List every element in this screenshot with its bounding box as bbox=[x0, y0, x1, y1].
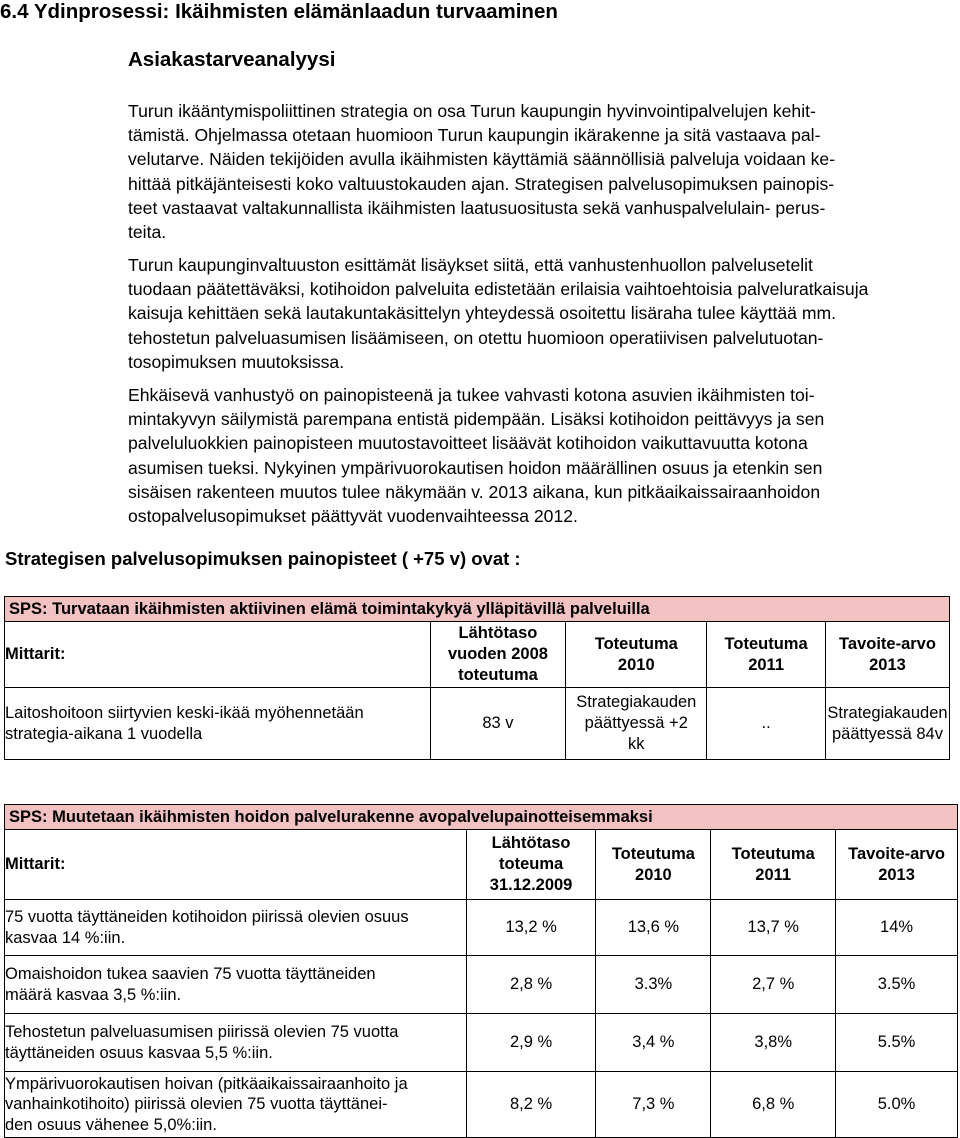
column-header-baseline: Lähtötaso vuoden 2008 toteutuma bbox=[430, 622, 566, 688]
table-row bbox=[5, 1014, 958, 1072]
cell-2011: 3,8% bbox=[711, 1014, 836, 1072]
priorities-heading: Strategisen palvelusopimuksen painopisteet ( +75 v) ovat : bbox=[5, 548, 521, 569]
table-row bbox=[5, 1072, 958, 1138]
row-label: Tehostetun palveluasumisen piirissä olevien 75 vuotta täyttäneiden osuus kasvaa 5,5 %:iin. bbox=[5, 1014, 467, 1072]
mittarit-label: Mittarit: bbox=[5, 622, 431, 688]
row-label: Laitoshoitoon siirtyvien keski-ikää myöhennetään strategia-aikana 1 vuodella bbox=[5, 688, 431, 760]
table-title-row bbox=[5, 805, 958, 830]
column-header-2010: Toteutuma 2010 bbox=[566, 622, 707, 688]
cell-target: Strategiakauden päättyessä 84v bbox=[825, 688, 949, 760]
paragraph-prevention: Ehkäisevä vanhustyö on painopisteenä ja tukee vahvasti kotona asuvien ikäihmisten toi- mintakyvyn säilymistä parempana entistä pidempään. Lisäksi kotihoidon peittävyys ja sen palveluluokkien painopisteen muutostavoitteet lisäävät kotihoidon vaikuttavuutta kotona asumisen tueksi. Nykyinen ympärivuorokautisen hoidon määrällinen osuus ja etenkin sen sisäisen rakenteen muutos tulee näkymään v. 2013 aikana, kun pitkäaikaissairaanhoidon ostopalvelusopimukset päättyvät vuodenvaihteessa 2012. bbox=[128, 385, 825, 527]
cell-2010: 7,3 % bbox=[596, 1072, 711, 1138]
table-title: SPS: Muutetaan ikäihmisten hoidon palvelurakenne avopalvelupainotteisemmaksi bbox=[5, 805, 958, 830]
row-label: Ympärivuorokautisen hoivan (pitkäaikaissairaanhoito ja vanhainkotihoito) piirissä olevien 75 vuotta täyttänei- den osuus vähenee 5,0%:iin. bbox=[5, 1072, 467, 1138]
column-header-2011: Toteutuma 2011 bbox=[707, 622, 826, 688]
section-heading: 6.4 Ydinprosessi: Ikäihmisten elämänlaadun turvaaminen bbox=[0, 0, 558, 23]
column-header-2010: Toteutuma 2010 bbox=[596, 830, 711, 900]
paragraph-council: Turun kaupunginvaltuuston esittämät lisäykset siitä, että vanhustenhuollon palvelusetelit tuodaan päätettäväksi, kotihoidon palveluita edistetään erilaisia vaihtoehtoisia palveluratkaisuja kaisuja kehittäen sekä lautakuntakäsittelyn yhteydessä osoitettu lisäraha tulee käyttää mm. tehostetun palveluasumisen lisäämiseen, on otettu huomioon operatiivisen palvelutuotan- tosopimuksen muutoksissa. bbox=[128, 255, 869, 372]
column-header-target: Tavoite-arvo 2013 bbox=[825, 622, 949, 688]
cell-baseline: 83 v bbox=[430, 688, 566, 760]
cell-2010: Strategiakauden päättyessä +2 kk bbox=[566, 688, 707, 760]
cell-2010: 3,4 % bbox=[596, 1014, 711, 1072]
table-header-row bbox=[5, 830, 958, 900]
mittarit-label: Mittarit: bbox=[5, 830, 467, 900]
cell-2011: 2,7 % bbox=[711, 956, 836, 1014]
sps-table-2 bbox=[4, 804, 958, 1138]
cell-baseline: 13,2 % bbox=[466, 900, 596, 956]
table-row bbox=[5, 688, 950, 760]
cell-2010: 13,6 % bbox=[596, 900, 711, 956]
cell-2011: 13,7 % bbox=[711, 900, 836, 956]
row-label: 75 vuotta täyttäneiden kotihoidon piirissä olevien osuus kasvaa 14 %:iin. bbox=[5, 900, 467, 956]
cell-baseline: 2,9 % bbox=[466, 1014, 596, 1072]
cell-2011: 6,8 % bbox=[711, 1072, 836, 1138]
sps-table-1 bbox=[4, 596, 950, 760]
cell-baseline: 8,2 % bbox=[466, 1072, 596, 1138]
cell-2011: .. bbox=[707, 688, 826, 760]
cell-target: 14% bbox=[836, 900, 958, 956]
table-row bbox=[5, 900, 958, 956]
column-header-baseline: Lähtötaso toteuma 31.12.2009 bbox=[466, 830, 596, 900]
cell-target: 5.0% bbox=[836, 1072, 958, 1138]
table-title: SPS: Turvataan ikäihmisten aktiivinen elämä toimintakykyä ylläpitävillä palveluilla bbox=[5, 597, 950, 622]
cell-2010: 3.3% bbox=[596, 956, 711, 1014]
table-header-row bbox=[5, 622, 950, 688]
section-subheading: Asiakastarveanalyysi bbox=[128, 48, 336, 71]
cell-target: 5.5% bbox=[836, 1014, 958, 1072]
cell-baseline: 2,8 % bbox=[466, 956, 596, 1014]
paragraph-strategy: Turun ikääntymispoliittinen strategia on osa Turun kaupungin hyvinvointipalvelujen kehit- tämistä. Ohjelmassa otetaan huomioon Turun kaupungin ikärakenne ja sitä vastaava pal- velutarve. Näiden tekijöiden avulla ikäihmisten käyttämiä säännöllisiä palveluja voidaan ke- hittää pitkäjänteisesti koko valtuustokauden ajan. Strategisen palvelusopimuksen painopis- teet vastaavat valtakunnallista ikäihmisten laatusuositusta sekä vanhuspalvelulain- perus- teita. bbox=[128, 101, 836, 243]
column-header-target: Tavoite-arvo 2013 bbox=[836, 830, 958, 900]
table-title-row bbox=[5, 597, 950, 622]
table-row bbox=[5, 956, 958, 1014]
cell-target: 3.5% bbox=[836, 956, 958, 1014]
row-label: Omaishoidon tukea saavien 75 vuotta täyttäneiden määrä kasvaa 3,5 %:iin. bbox=[5, 956, 467, 1014]
column-header-2011: Toteutuma 2011 bbox=[711, 830, 836, 900]
